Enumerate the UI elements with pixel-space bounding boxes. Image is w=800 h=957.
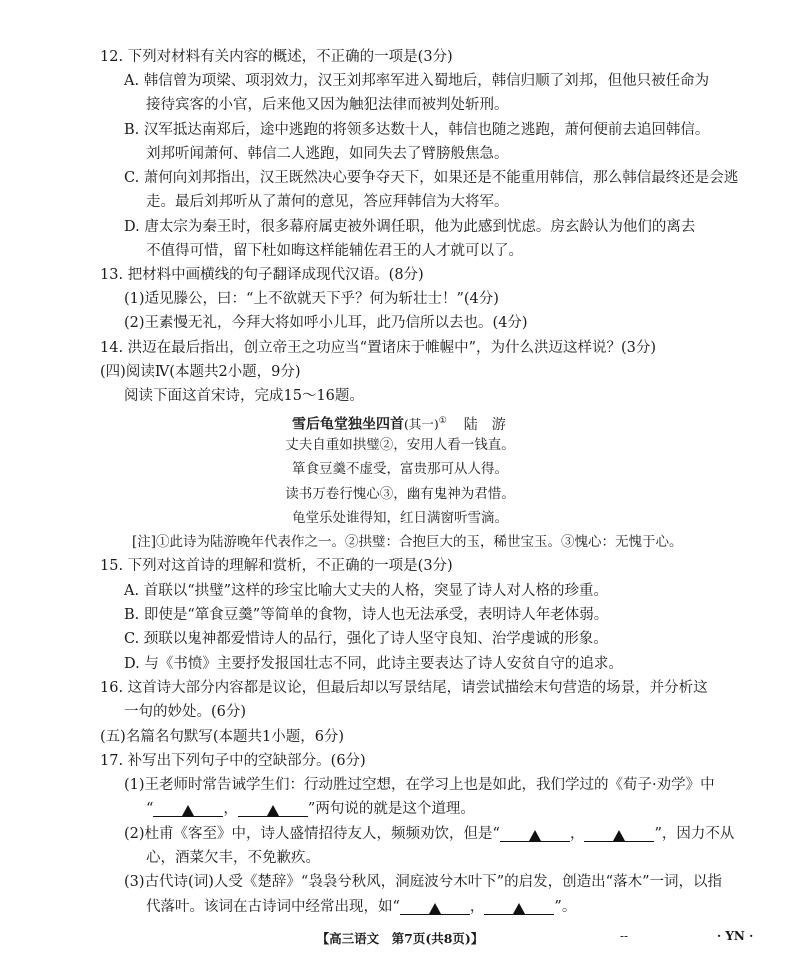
triangle-icon xyxy=(267,805,279,816)
q17-item-1-line1: (1)王老师时常告诫学生们：行动胜过空想，在学习上也是如此，我们学过的《荀子·劝学》中 xyxy=(124,777,715,793)
q12-option-a-line1: A. 韩信曾为项梁、项羽效力，汉王刘邦率军进入蜀地后，韩信归顺了刘邦，但他只被任命为 xyxy=(124,73,710,89)
poem-title: 雪后龟堂独坐四首 xyxy=(292,416,404,433)
section-4-heading: (四)阅读Ⅳ(本题共2小题，9分) xyxy=(100,364,301,380)
q15-option-d: D. 与《书愤》主要抒发报国壮志不同，此诗主要表达了诗人安贫自守的追求。 xyxy=(124,656,623,672)
q17-item-3-sep: ， xyxy=(469,899,485,915)
q16-line-2: 一句的妙处。(6分) xyxy=(124,704,247,720)
q12-option-c-line2: 走。最后刘邦听从了萧何的意见，答应拜韩信为大将军。 xyxy=(146,194,509,210)
q13-stem: 13. 把材料中画横线的句子翻译成现代汉语。(8分) xyxy=(100,267,424,283)
q13-sentence-1: (1)适见滕公，曰：“上不欲就天下乎？何为斩壮士！”(4分) xyxy=(124,291,499,307)
q17-item-1-line2 xyxy=(146,799,475,819)
poem-note-mark: ① xyxy=(438,416,447,426)
q17-item-3-line1: (3)古代诗(词)人受《楚辞》“袅袅兮秋风，洞庭波兮木叶下”的启发，创造出“落木”一词，以指 xyxy=(124,874,723,890)
page-footer: 【高三语文 第7页(共8页)】 xyxy=(316,931,484,946)
q12-option-b-line1: B. 汉军抵达南郑后，途中逃跑的将领多达数十人，韩信也随之逃跑，萧何便前去追回韩信。 xyxy=(124,122,710,138)
footer-mark: · YN · xyxy=(717,929,754,943)
poem-author: 陆 游 xyxy=(463,416,506,433)
fill-blank-5[interactable] xyxy=(400,899,470,915)
q17-item-3-line2 xyxy=(146,897,576,917)
section-4-intro: 阅读下面这首宋诗，完成15～16题。 xyxy=(124,388,364,404)
q17-item-2-tail: ”，因力不从 xyxy=(654,826,735,842)
fill-blank-2[interactable] xyxy=(238,801,308,817)
fill-blank-3[interactable] xyxy=(500,826,570,842)
q13-sentence-2: (2)王素慢无礼，今拜大将如呼小儿耳，此乃信所以去也。(4分) xyxy=(124,315,528,331)
q12-option-b-line2: 刘邦听闻萧何、韩信二人逃跑，如同失去了臂膀般焦急。 xyxy=(146,146,509,162)
poem-line-4: 龟堂乐处谁得知，红日满窗听雪滴。 xyxy=(292,510,508,526)
q17-item-1-sep: ， xyxy=(223,801,238,817)
q12-option-a-line2: 接待宾客的小官，后来他又因为触犯法律而被判处斩刑。 xyxy=(146,97,509,113)
q17-item-1-open-quote: “ xyxy=(146,801,154,817)
fill-blank-6[interactable] xyxy=(484,899,554,915)
q16-line-1: 16. 这首诗大部分内容都是议论，但最后却以写景结尾，请尝试描绘末句营造的场景，并分析这 xyxy=(100,680,708,696)
q17-item-1-tail: ”两句说的就是这个道理。 xyxy=(307,801,475,817)
footer-dash: -- xyxy=(620,929,629,943)
poem-line-2: 箪食豆羹不虚受，富贵那可从人得。 xyxy=(292,461,508,477)
triangle-icon xyxy=(429,903,441,914)
q15-option-a: A. 首联以“拱璧”这样的珍宝比喻大丈夫的人格，突显了诗人对人格的珍重。 xyxy=(124,583,609,599)
q15-stem: 15. 下列对这首诗的理解和赏析，不正确的一项是(3分) xyxy=(100,558,453,574)
q17-item-3-tail: ”。 xyxy=(554,899,577,915)
q12-option-d-line1: D. 唐太宗为秦王时，很多幕府属吏被外调任职，他为此感到忧虑。房玄龄认为他们的离去 xyxy=(124,219,696,235)
poem-notes: [注]①此诗为陆游晚年代表作之一。②拱璧：合抱巨大的玉，稀世宝玉。③愧心：无愧于心。 xyxy=(132,534,683,550)
triangle-icon xyxy=(613,830,625,841)
section-5-heading: (五)名篇名句默写(本题共1小题，6分) xyxy=(100,729,345,745)
poem-subtitle: (其一) xyxy=(404,416,439,432)
q15-option-b: B. 即使是“箪食豆羹”等简单的食物，诗人也无法承受，表明诗人年老体弱。 xyxy=(124,607,609,623)
triangle-icon xyxy=(529,830,541,841)
q17-item-2-line1 xyxy=(124,824,734,844)
poem-title-block xyxy=(292,411,506,435)
q17-item-2-line2: 心，酒菜欠丰，不免歉疚。 xyxy=(146,850,320,866)
poem-line-1: 丈夫自重如拱璧②，安用人看一钱直。 xyxy=(285,437,515,453)
poem-line-3: 读书万卷行愧心③，幽有鬼神为君惜。 xyxy=(285,486,515,502)
fill-blank-4[interactable] xyxy=(584,826,654,842)
q12-option-d-line2: 不值得可惜，留下杜如晦这样能辅佐君王的人才就可以了。 xyxy=(146,243,523,259)
triangle-icon xyxy=(513,903,525,914)
q17-item-3-lead: 代落叶。该词在古诗词中经常出现，如“ xyxy=(146,899,400,915)
q15-option-c: C. 颈联以鬼神都爱惜诗人的品行，强化了诗人坚守良知、治学虔诚的形象。 xyxy=(124,631,608,647)
q17-stem: 17. 补写出下列句子中的空缺部分。(6分) xyxy=(100,753,366,769)
q14-stem: 14. 洪迈在最后指出，创立帝王之功应当“置诸床于帷幄中”，为什么洪迈这样说？(3分) xyxy=(100,340,657,356)
q17-item-2-sep: ， xyxy=(569,826,585,842)
triangle-icon xyxy=(182,805,194,816)
q12-stem: 12. 下列对材料有关内容的概述，不正确的一项是(3分) xyxy=(100,49,453,65)
q12-option-c-line1: C. 萧何向刘邦指出，汉王既然决心要争夺天下，如果还是不能重用韩信，那么韩信最终还是会逃 xyxy=(124,170,739,186)
fill-blank-1[interactable] xyxy=(153,801,223,817)
q17-item-2-lead: (2)杜甫《客至》中，诗人盛情招待友人，频频劝饮，但是“ xyxy=(124,826,500,842)
